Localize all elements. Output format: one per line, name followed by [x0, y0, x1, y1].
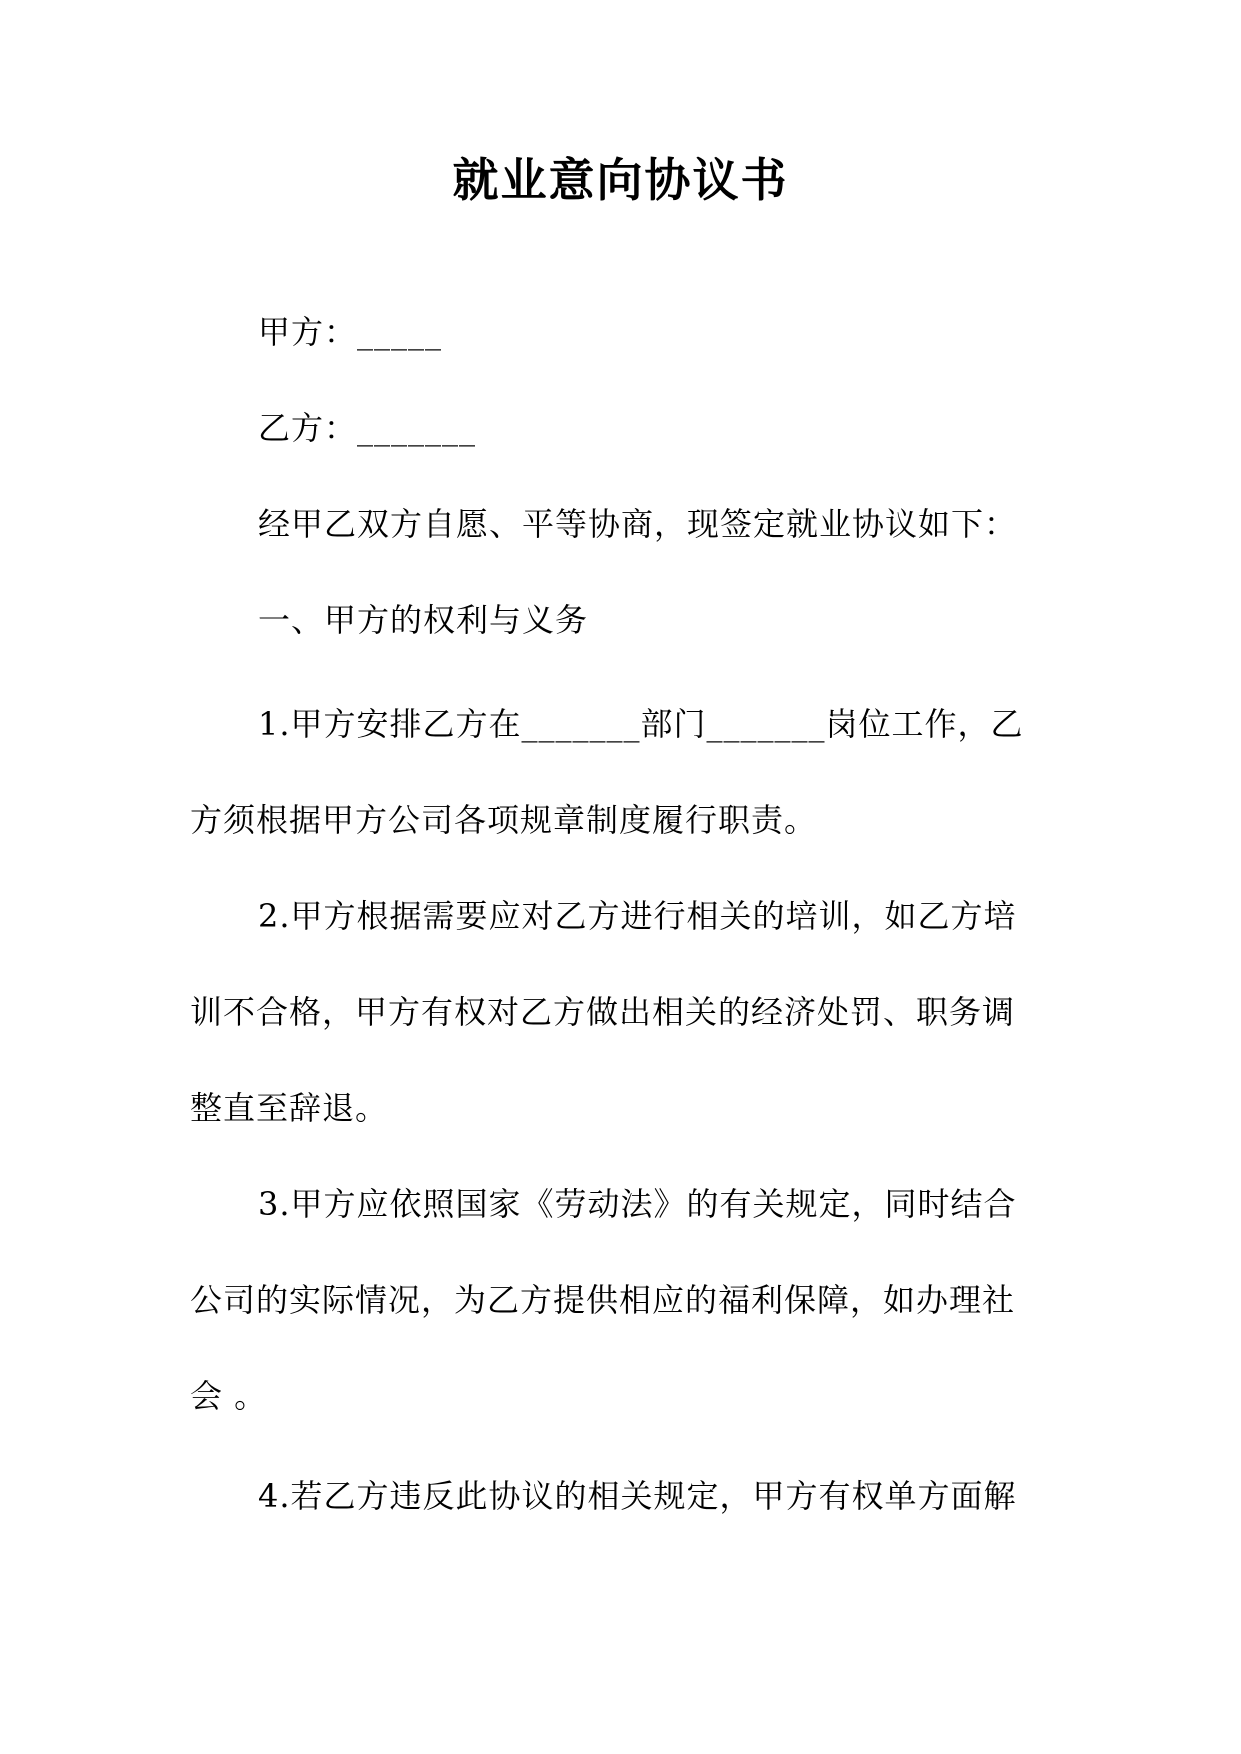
item-3-line-2: 公司的实际情况，为乙方提供相应的福利保障，如办理社	[190, 1281, 1016, 1319]
item-3-line-1: 3.甲方应依照国家《劳动法》的有关规定，同时结合	[258, 1185, 1017, 1223]
intro-paragraph: 经甲乙双方自愿、平等协商，现签定就业协议如下：	[258, 505, 1018, 543]
item-1-line-2: 方须根据甲方公司各项规章制度履行职责。	[190, 801, 818, 839]
item-2-line-1: 2.甲方根据需要应对乙方进行相关的培训，如乙方培	[258, 897, 1017, 935]
item-1-line-1: 1.甲方安排乙方在_______部门_______岗位工作，乙	[258, 705, 1024, 743]
item-4-line-1: 4.若乙方违反此协议的相关规定，甲方有权单方面解	[258, 1477, 1017, 1515]
party-a-line: 甲方：_____	[258, 313, 443, 351]
party-b-line: 乙方：_______	[258, 409, 477, 447]
section-1-heading: 一、甲方的权利与义务	[258, 601, 589, 639]
item-2-line-3: 整直至辞退。	[190, 1089, 389, 1127]
item-3-line-3: 会 。	[190, 1377, 268, 1415]
document-title: 就业意向协议书	[452, 153, 789, 207]
item-2-line-2: 训不合格，甲方有权对乙方做出相关的经济处罚、职务调	[190, 993, 1016, 1031]
